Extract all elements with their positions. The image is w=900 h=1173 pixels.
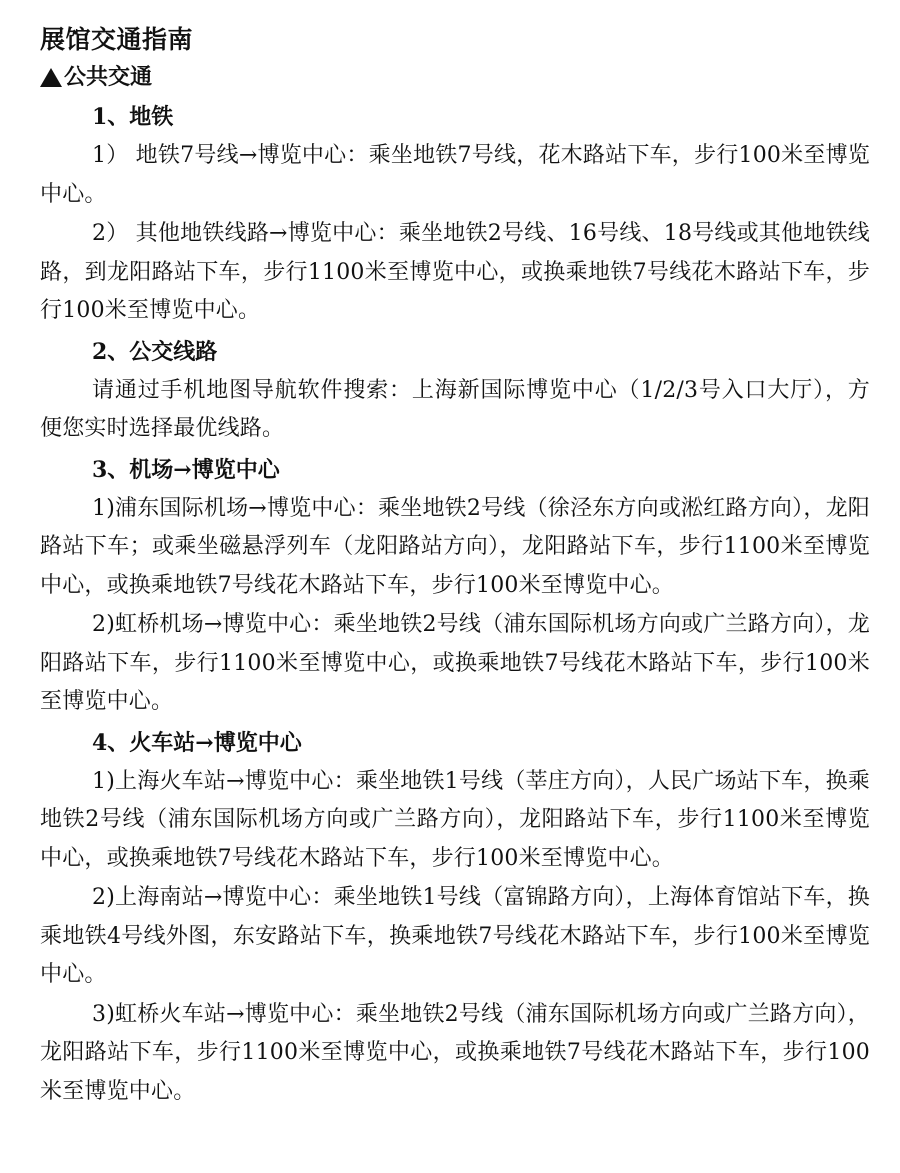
shanghai-south-station-paragraph: 2)上海南站→博览中心：乘坐地铁1号线（富锦路方向），上海体育馆站下车，换乘地铁4号线外图，东安路站下车，换乘地铁7号线花木路站下车，步行100米至博览中心。 (40, 885, 870, 987)
metro-heading: 1、地铁 (92, 104, 174, 130)
public-transport-heading-text: 公共交通 (64, 64, 153, 90)
bus-paragraph: 请通过手机地图导航软件搜索：上海新国际博览中心（1/2/3号入口大厅），方便您实时选择最优线路。 (40, 377, 870, 441)
bus-heading: 2、公交线路 (92, 338, 218, 365)
train-station-heading: 4、火车站→博览中心 (92, 729, 302, 756)
pudong-airport-paragraph: 1)浦东国际机场→博览中心：乘坐地铁2号线（徐泾东方向或淞红路方向），龙阳路站下车；或乘坐磁悬浮列车（龙阳路站方向），龙阳路站下车，步行1100米至博览中心，或换乘地铁7号线花木路站下车，步行100米至博览中心。 (40, 495, 870, 598)
public-transport-heading (40, 58, 870, 96)
metro-line7-paragraph: 1） 地铁7号线→博览中心：乘坐地铁7号线，花木路站下车，步行100米至博览中心。 (40, 143, 870, 207)
shanghai-station-paragraph: 1)上海火车站→博览中心：乘坐地铁1号线（莘庄方向），人民广场站下车，换乘地铁2号线（浦东国际机场方向或广兰路方向），龙阳路站下车，步行1100米至博览中心，或换乘地铁7号线花木路站下车，步行100米至博览中心。 (40, 768, 870, 871)
airport-heading: 3、机场→博览中心 (92, 456, 280, 483)
page-title: 展馆交通指南 (40, 25, 194, 54)
hongqiao-station-paragraph: 3)虹桥火车站→博览中心：乘坐地铁2号线（浦东国际机场方向或广兰路方向），龙阳路站下车，步行1100米至博览中心，或换乘地铁7号线花木路站下车，步行100米至博览中心。 (40, 1001, 870, 1104)
document-body (40, 22, 870, 1111)
hongqiao-airport-paragraph: 2)虹桥机场→博览中心：乘坐地铁2号线（浦东国际机场方向或广兰路方向），龙阳路站下车，步行1100米至博览中心，或换乘地铁7号线花木路站下车，步行100米至博览中心。 (40, 612, 870, 714)
triangle-bullet-icon (40, 68, 62, 87)
metro-other-lines-paragraph: 2） 其他地铁线路→博览中心：乘坐地铁2号线、16号线、18号线或其他地铁线路，到龙阳路站下车，步行1100米至博览中心，或换乘地铁7号线花木路站下车，步行100米至博览中心。 (40, 221, 870, 323)
